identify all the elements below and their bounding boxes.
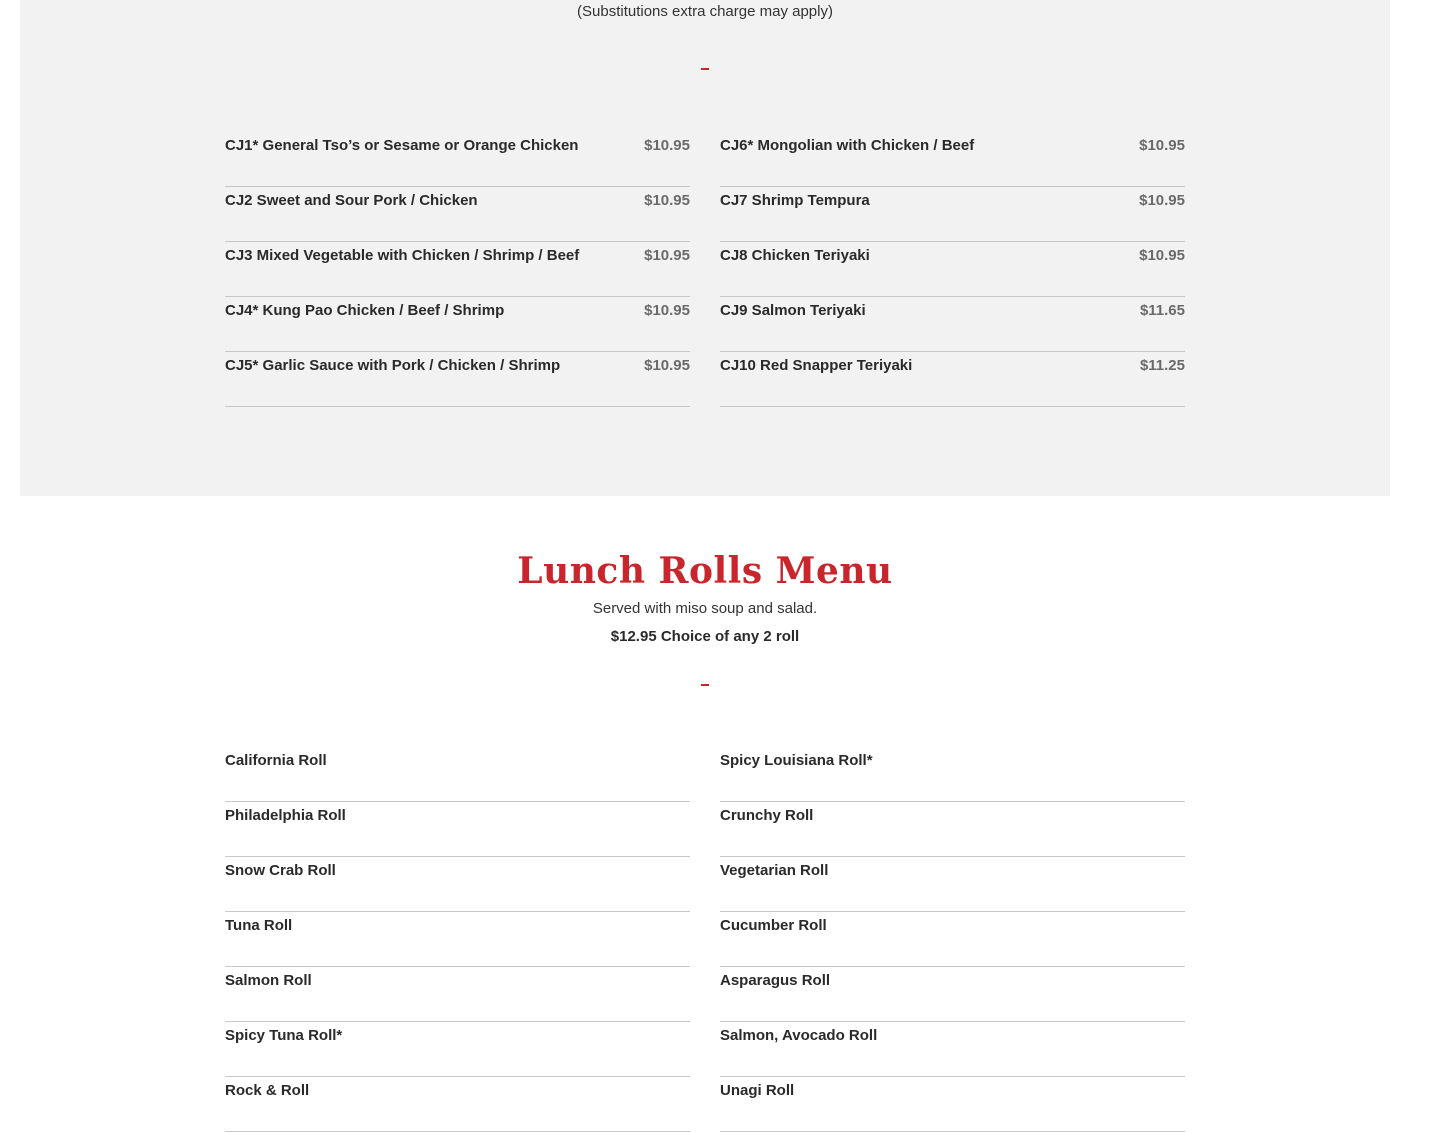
roll-item <box>720 1078 1185 1132</box>
roll-item <box>225 913 690 967</box>
menu-item-name: CJ10 Red Snapper Teriyaki <box>720 357 913 374</box>
menu-item <box>225 298 690 352</box>
roll-item <box>720 748 1185 802</box>
combo-menu <box>225 133 1185 408</box>
menu-item <box>225 133 690 187</box>
combo-column-right <box>720 133 1185 408</box>
menu-item <box>720 188 1185 242</box>
menu-item-name: CJ3 Mixed Vegetable with Chicken / Shrimp / Beef <box>225 247 580 264</box>
menu-item-price: $11.25 <box>1139 357 1185 374</box>
menu-item-price: $11.65 <box>1139 302 1185 319</box>
roll-item-name: Snow Crab Roll <box>225 862 336 879</box>
roll-item <box>225 748 690 802</box>
roll-item <box>720 913 1185 967</box>
menu-item-price: $10.95 <box>1139 137 1185 154</box>
roll-item-name: Crunchy Roll <box>720 807 814 824</box>
menu-item-name: CJ2 Sweet and Sour Pork / Chicken <box>225 192 478 209</box>
lunch-rolls-subtitle: Served with miso soup and salad. <box>592 600 818 617</box>
roll-item-name: Salmon, Avocado Roll <box>720 1027 878 1044</box>
lunch-rolls-price-note: $12.95 Choice of any 2 roll <box>610 628 800 645</box>
roll-item-name: Cucumber Roll <box>720 917 827 934</box>
menu-item <box>720 298 1185 352</box>
menu-item-name: CJ5* Garlic Sauce with Pork / Chicken / Shrimp <box>225 357 561 374</box>
menu-item-price: $10.95 <box>644 357 690 374</box>
lunch-rolls-column-right <box>720 748 1185 1133</box>
roll-item <box>720 803 1185 857</box>
roll-item-name: Salmon Roll <box>225 972 312 989</box>
roll-item-name: Spicy Tuna Roll* <box>225 1027 343 1044</box>
menu-item-name: CJ9 Salmon Teriyaki <box>720 302 866 319</box>
menu-item <box>720 353 1185 407</box>
combo-column-left <box>225 133 690 408</box>
menu-item <box>720 243 1185 297</box>
roll-item-name: Unagi Roll <box>720 1082 795 1099</box>
roll-item <box>225 1078 690 1132</box>
lunch-rolls-menu <box>225 748 1185 1133</box>
roll-item <box>225 803 690 857</box>
menu-item <box>720 133 1185 187</box>
menu-item-name: CJ6* Mongolian with Chicken / Beef <box>720 137 975 154</box>
lunch-rolls-title: Lunch Rolls Menu <box>517 550 893 592</box>
section-divider-dash <box>701 684 709 686</box>
roll-item-name: Asparagus Roll <box>720 972 831 989</box>
menu-item-price: $10.95 <box>644 247 690 264</box>
roll-item <box>225 858 690 912</box>
roll-item <box>720 1023 1185 1077</box>
menu-item-name: CJ1* General Tso’s or Sesame or Orange Chicken <box>225 137 579 154</box>
menu-item <box>225 243 690 297</box>
lunch-rolls-column-left <box>225 748 690 1133</box>
menu-item <box>225 353 690 407</box>
menu-item-price: $10.95 <box>644 137 690 154</box>
menu-item-price: $10.95 <box>1139 247 1185 264</box>
substitution-note: (Substitutions extra charge may apply) <box>577 3 833 20</box>
menu-item-price: $10.95 <box>644 192 690 209</box>
menu-item-name: CJ7 Shrimp Tempura <box>720 192 870 209</box>
roll-item-name: California Roll <box>225 752 327 769</box>
menu-item-name: CJ8 Chicken Teriyaki <box>720 247 870 264</box>
menu-item-price: $10.95 <box>644 302 690 319</box>
roll-item-name: Philadelphia Roll <box>225 807 346 824</box>
roll-item-name: Vegetarian Roll <box>720 862 829 879</box>
roll-item-name: Tuna Roll <box>225 917 293 934</box>
roll-item <box>720 968 1185 1022</box>
roll-item <box>225 968 690 1022</box>
roll-item-name: Spicy Louisiana Roll* <box>720 752 873 769</box>
menu-item <box>225 188 690 242</box>
roll-item <box>720 858 1185 912</box>
menu-item-name: CJ4* Kung Pao Chicken / Beef / Shrimp <box>225 302 505 319</box>
roll-item <box>225 1023 690 1077</box>
menu-item-price: $10.95 <box>1139 192 1185 209</box>
section-divider-dash <box>701 68 709 70</box>
roll-item-name: Rock & Roll <box>225 1082 310 1099</box>
